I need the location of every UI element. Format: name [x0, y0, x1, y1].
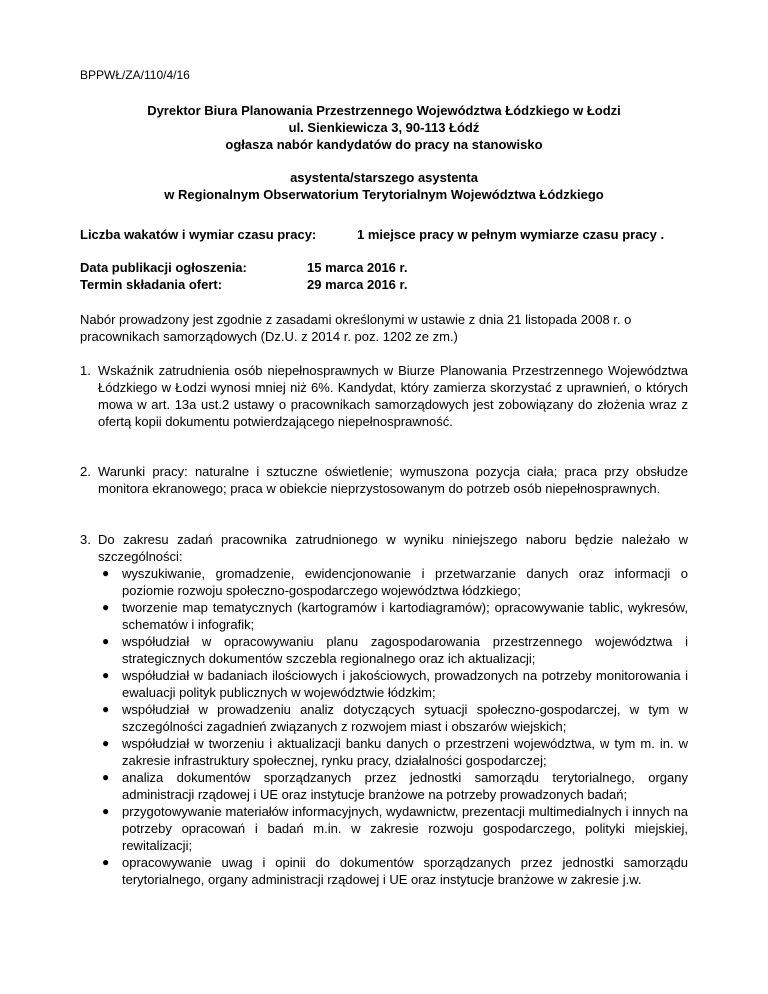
- publication-label: Data publikacji ogłoszenia:: [80, 260, 247, 275]
- deadline-label: Termin składania ofert:: [80, 277, 223, 292]
- bullet-icon: ●: [102, 566, 110, 580]
- list-item: ● tworzenie map tematycznych (kartogramów i kartodiagramów); opracowywanie tablic, wykresów, schematów i infografik;: [102, 600, 688, 632]
- section-number: 2.: [80, 464, 91, 479]
- position-line-2: w Regionalnym Obserwatorium Terytorialnym Województwa Łódzkiego: [164, 187, 604, 202]
- list-item: ● przygotowywanie materiałów informacyjnych, wydawnictw, prezentacji multimedialnych i innych na potrzeby opracowań i badań m.in. w zakresie rozwoju gospodarczego, polityki miejskiej, rewitalizacji;: [102, 804, 688, 853]
- list-item: ● współudział w tworzeniu i aktualizacji banku danych o przestrzeni województwa, w tym m. in. w zakresie infrastruktury społecznej, rynku pracy, działalności gospodarczej;: [102, 736, 688, 768]
- list-item: ● współudział w opracowywaniu planu zagospodarowania przestrzennego województwa i strategicznych dokumentów szczebla regionalnego oraz ich aktualizacji;: [102, 634, 688, 666]
- bullet-icon: ●: [102, 770, 110, 784]
- reference-number: BPPWŁ/ZA/110/4/16: [80, 68, 190, 82]
- section-text: Do zakresu zadań pracownika zatrudnionego w wyniku niniejszego naboru będzie należało w szczególności:: [98, 532, 688, 564]
- header-line-1: Dyrektor Biura Planowania Przestrzennego Województwa Łódzkiego w Łodzi: [147, 103, 621, 118]
- duties-list: [98, 565, 688, 888]
- position-title: [80, 169, 688, 203]
- bullet-icon: ●: [102, 804, 110, 818]
- announcement-header: [80, 102, 688, 153]
- bullet-icon: ●: [102, 736, 110, 750]
- list-item: ● współudział w badaniach ilościowych i jakościowych, prowadzonych na potrzeby monitorowania i ewaluacji polityk publicznych w województwie łódzkim;: [102, 668, 688, 700]
- list-item: ● współudział w prowadzeniu analiz dotyczących sytuacji społeczno-gospodarczej, w tym w szczególności zagadnień związanych z rozwojem miast i obszarów wiejskich;: [102, 702, 688, 734]
- bullet-icon: ●: [102, 855, 110, 869]
- list-item: ● wyszukiwanie, gromadzenie, ewidencjonowanie i przetwarzanie danych oraz informacji o poziomie rozwoju społeczno-gospodarczego województwa łódzkiego;: [102, 566, 688, 598]
- section-text: Wskaźnik zatrudnienia osób niepełnosprawnych w Biurze Planowania Przestrzennego Województwa Łódzkiego w Łodzi wynosi mniej niż 6%. Kandydat, który zamierza skorzystać z uprawnień, o których mowa w art. 13a ust.2 ustawy o pracownikach samorządowych jest zobowiązany do złożenia wraz z ofertą kopii dokumentu potwierdzającego niepełnosprawność.: [98, 363, 688, 429]
- position-line-1: asystenta/starszego asystenta: [290, 170, 478, 185]
- bullet-icon: ●: [102, 668, 110, 682]
- section-number: 1.: [80, 363, 91, 378]
- bullet-icon: ●: [102, 600, 110, 614]
- header-line-3: ogłasza nabór kandydatów do pracy na stanowisko: [225, 137, 543, 152]
- intro-paragraph: Nabór prowadzony jest zgodnie z zasadami określonymi w ustawie z dnia 21 listopada 2008 r. o pracownikach samorządowych (Dz.U. z 2014 r. poz. 1202 ze zm.): [80, 312, 632, 344]
- section-text: Warunki pracy: naturalne i sztuczne oświetlenie; wymuszona pozycja ciała; praca przy obsłudze monitora ekranowego; praca w obiekcie nieprzystosowanym do potrzeb osób niepełnosprawnych.: [98, 464, 688, 496]
- publication-value: 15 marca 2016 r.: [307, 260, 408, 275]
- vacancies-label: Liczba wakatów i wymiar czasu pracy:: [80, 227, 317, 242]
- deadline-value: 29 marca 2016 r.: [307, 277, 408, 292]
- header-line-2: ul. Sienkiewicza 3, 90-113 Łódź: [288, 120, 480, 135]
- list-item: ● analiza dokumentów sporządzanych przez jednostki samorządu terytorialnego, organy administracji rządowej i UE oraz instytucje branżowe na potrzeby prowadzonych badań;: [102, 770, 688, 802]
- bullet-icon: ●: [102, 634, 110, 648]
- vacancies-value: 1 miejsce pracy w pełnym wymiarze czasu pracy .: [357, 227, 665, 242]
- section-number: 3.: [80, 532, 91, 547]
- bullet-icon: ●: [102, 702, 110, 716]
- list-item: ● opracowywanie uwag i opinii do dokumentów sporządzanych przez jednostki samorządu terytorialnego, organy administracji rządowej i UE oraz instytucje branżowe w zakresie j.w.: [102, 855, 688, 887]
